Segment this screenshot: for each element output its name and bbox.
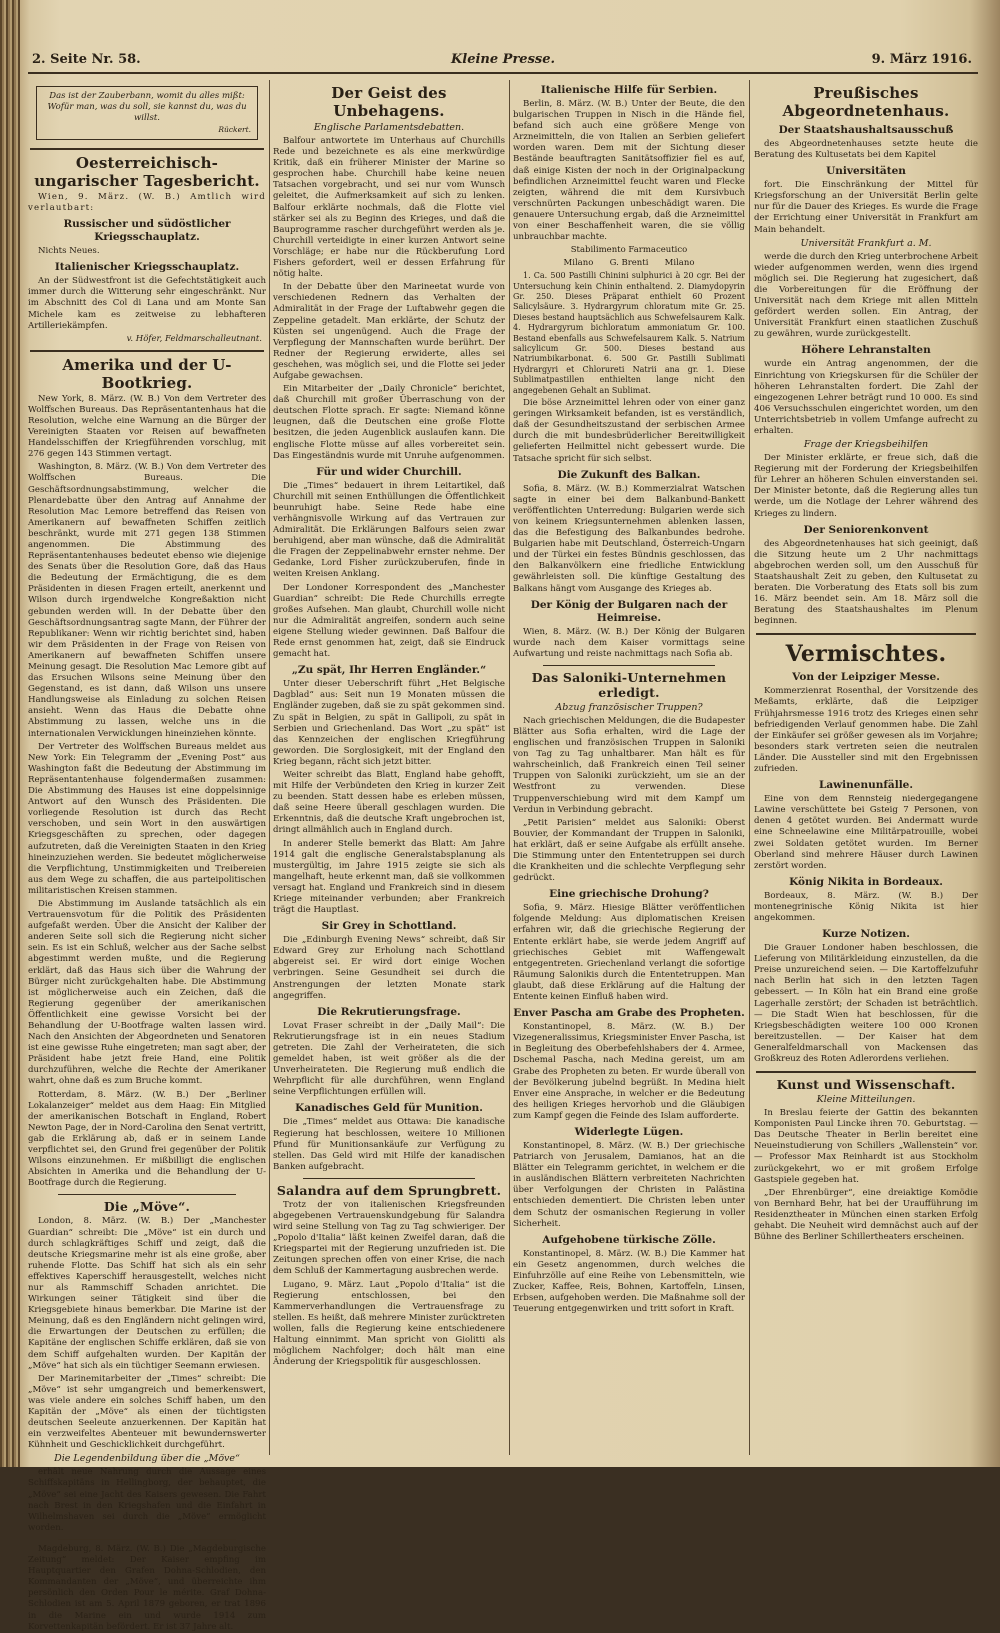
section-heading: Eine griechische Drohung? — [549, 888, 709, 901]
article-text: New York, 8. März. (W. B.) Von dem Vertreter des Wolffschen Bureaus. Das Repräsentantenhaus hat die Resolution, welche eine Warnung an die Bürger der Vereinigten Staaten vor Reisen auf bewaffneten Handelsschiffen der Kriegführenden vorschlug, mit 276 gegen 143 Stimmen vertagt. — [28, 393, 266, 460]
section-heading: Für und wider Churchill. — [316, 465, 462, 478]
book-binding-edge — [0, 0, 20, 1467]
article-text: Die „Times“ bedauert in ihrem Leitartikel, daß Churchill mit seinen Enthüllungen die Öffentlichkeit beunruhigt habe. Seine Rede habe eine verhängnisvolle Wirkung auf das Vertrauen zur Admiralität. Die Erklärungen Balfours seien zwar beruhigend, aber man wünsche, daß die Admiralität die Fragen der Zeppelinabwehr ernster nehme. Der Gedanke, Lord Fisher zurückzuberufen, finde in weiten Kreisen Anklang. — [273, 480, 505, 580]
article-text: Lugano, 9. März. Laut „Popolo d'Italia“ ist die Regierung entschlossen, bei den Kammerverhandlungen die Vertrauensfrage zu stellen. Es heißt, daß mehrere Minister zurücktreten wollen, falls die Regierung keine entschiedenere Haltung einnimmt. Man spricht von Giolitti als möglichem Nachfolger; doch hält man eine Änderung der Kriegspolitik für ausgeschlossen. — [273, 1279, 505, 1368]
motto-line: Wofür man, was du soll, sie kannst du, was du willst. — [47, 102, 247, 123]
column-rule — [269, 80, 270, 1455]
article-text: Eine von dem Rennsteig niedergegangene Lawine verschüttete bei Gsteig 7 Personen, von denen 4 getötet wurden. Bei Andermatt wurde eine Schneelawine eine Militärpatrouille, wobei zwei Soldaten getötet wurden. Im Berner Oberland sind mehrere Häuser durch Lawinen zerstört worden. — [754, 794, 978, 871]
section-heading: Widerlegte Lügen. — [574, 1125, 684, 1138]
divider — [30, 148, 264, 150]
section-heading: Kurze Notizen. — [822, 928, 910, 941]
label-city: Milano — [664, 258, 695, 269]
article-text: Der Minister erklärte, er freue sich, daß die Regierung mit der Forderung der Kriegsbeihilfen für Lehrer an höheren Schulen einverstanden sei. Der Minister betonte, daß die Regierung alles tun werde, um die Notlage der Lehrer während des Krieges zu lindern. — [754, 453, 978, 519]
section-heading: Der Seniorenkonvent — [803, 523, 929, 536]
article-text: Nach griechischen Meldungen, die die Budapester Blätter aus Sofia erhalten, wird die Lage der englischen und französischen Truppen in Saloniki von Tag zu Tag unhaltbarer. Man hält es für wahrscheinlich, daß Frankreich einen Teil seiner Truppen von Saloniki zurückzieht, um sie an der Westfront zu verwenden. Diese Truppenverschiebung wird mit dem Kampf um Verdun in Verbindung gebracht. — [513, 715, 745, 815]
article-text: Wien, 8. März. (W. B.) Der König der Bulgaren wurde nach dem Kaiser vormittags seine Aufwartung und reiste nachmittags nach Sofia ab. — [513, 626, 745, 659]
article-text: Trotz der von italienischen Kriegsfreunden abgegebenen Vertrauenskundgebung für Salandra wird seine Stellung von Tag zu Tag schwieriger. Der „Popolo d'Italia“ läßt keinen Zweifel daran, daß die Kriegspartei mit der Regierung unzufrieden ist. Die Zeitungen sprechen offen von einer Krise, die nach dem Schluß der Kammertagung ausbrechen werde. — [273, 1199, 505, 1277]
article-text: Washington, 8. März. (W. B.) Von dem Vertreter des Wolffschen Bureaus. Die Geschäftsordnungsabstimmung, welcher die Plenardebatte über den Antrag auf Annahme der Resolution Mac Lemore betreffend das Reisen von Amerikanern auf bewaffneten Schiffen zeitlich beschränkt, wurde mit 271 gegen 138 Stimmen angenommen. Die Abstimmung des Repräsentantenhauses bedeutet ebenso wie diejenige des Senats über die Resolution Gore, daß das Haus die Bedeutung der Ermächtigung, die es dem Präsidenten in diesen Fragen erteilt, anerkennt und Wilson durch irgendwelche Kongreßaktion nicht gebunden werden will. In der Debatte über den Geschäftsordnungsantrag sagte Mann, der Führer der Republikaner: Wenn wir richtig berichtet sind, haben wir dem Präsidenten in der Frage von Reisen von Amerikanern auf bewaffneten Schiffen unsere Meinung gesagt. Die Resolution Mac Lemore gibt auf das Ersuchen Wilsons seine Meinung über den Gegenstand, es ist dann, daß Wilson uns unsere Handlungsweise als Einladung zu solchen Reisen ansieht. Wenn das Haus die Debatte ohne Abstimmung zu lassen, welche uns in die internationalen Verwicklungen hineinziehen könnte. — [28, 462, 266, 739]
article-text: An der Südwestfront ist die Gefechtstätigkeit auch immer durch die Witterung sehr eingeschränkt. Nur im Abschnitt des Col di Lana und am Monte San Michele kam es zeitweise zu lebhafteren Artilleriekämpfen. — [28, 276, 266, 331]
column-4 — [754, 80, 978, 1455]
section-heading: Die Rekrutierungsfrage. — [317, 1005, 461, 1018]
article-heading: Amerika und der U-Bootkrieg. — [62, 355, 232, 392]
signature: v. Höfer, Feldmarschalleutnant. — [126, 333, 262, 344]
section-heading: Aufgehobene türkische Zölle. — [542, 1233, 716, 1246]
subheading: Kleine Mitteilungen. — [816, 1094, 916, 1106]
subheading: Englische Parlamentsdebatten. — [313, 122, 465, 133]
subheading: Frage der Kriegsbeihilfen — [803, 439, 929, 451]
article-text: Konstantinopel, 8. März. (W. B.) Der Vizegeneralissimus, Kriegsminister Enver Pascha, ist in Begleitung des Oberbefehlshabers der 4. Armee, Dschemal Pascha, nach Medina gereist, um am Grabe des Propheten zu beten. Er wurde überall von der Bevölkerung jubelnd begrüßt. In Medina hielt Enver eine Ansprache, in welcher er die Bedeutung des heiligen Krieges hervorhob und die Gläubigen zum Kampf gegen die Feinde des Islam aufforderte. — [513, 1022, 745, 1121]
divider — [30, 350, 264, 352]
section-heading: Kanadisches Geld für Munition. — [295, 1102, 483, 1115]
article-text: Ein Mitarbeiter der „Daily Chronicle“ berichtet, daß Churchill mit großer Überraschung von der deutschen Flotte sprach. Er sagte: Niemand könne leugnen, daß die Deutschen eine große Flotte besitzen, die jeden Augenblick auslaufen kann. Die englische Flotte müsse auf alles vorbereitet sein. Das Eingeständnis wurde mit Unruhe aufgenommen. — [273, 384, 505, 461]
article-text: Sofia, 8. März. (W. B.) Kommerzialrat Watschen sagte in einer bei dem Balkanbund-Bankett veröffentlichten Unterredung: Bulgarien werde sich von keinem Kriegsunternehmen ablenken lassen, das die Befestigung des Balkanbundes bedrohe. Bulgarien habe mit Deutschland, Österreich-Ungarn und der Türkei ein festes Bündnis geschlossen, das den Balkanvölkern eine friedliche Entwicklung gewährleisten soll. Die künftige Gestaltung des Balkans hängt vom Ausgange des Krieges ab. — [513, 483, 745, 594]
article-text: In Breslau feierte der Gattin des bekannten Komponisten Paul Lincke ihren 70. Geburtstag. — Das Deutsche Theater in Berlin bereitet eine Neueinstudierung von Schillers „Wallenstein“ vor. — Professor Max Reinhardt ist aus Stockholm zurückgekehrt, wo er mit großem Erfolge Gastspiele gegeben hat. — [754, 1108, 978, 1185]
subheading: Universität Frankfurt a. M. — [800, 237, 932, 249]
section-heading: Universitäten — [826, 165, 906, 178]
column-rule — [749, 80, 750, 1455]
column-2 — [273, 80, 505, 1455]
article-text: Der Marinemitarbeiter der „Times“ schreibt: Die „Möve“ ist sehr umgangreich und bemerkenswert, was viele andere ein solches Schiff haben, um den Kapitän der „Möve“ als einen der tüchtigsten deutschen Seeleute anzuerkennen. Der Kapitän hat ein verzweifeltes Abenteuer mit bewundernswerter Kühnheit und Geschicklichkeit durchgeführt. — [28, 1373, 266, 1451]
section-heading: Enver Pascha am Grabe des Propheten. — [513, 1007, 745, 1020]
article-text: Balfour antwortete im Unterhaus auf Churchills Rede und bezeichnete es als eine merkwürdige Kritik, daß ein früherer Minister der Marine so gesprochen habe. Churchill habe keine neuen Tatsachen vorgebracht, und sei nur vom Wunsch geleitet, die Aufmerksamkeit auf sich zu lenken. Balfour erklärte nochmals, daß die Flotte viel stärker sei als zu Beginn des Krieges, und daß die Bauprogramme rascher durchgeführt werden als je. Churchill verteidigte in einer kurzen Antwort seine Vorschläge; er habe nur die Rückberufung Lord Fishers gefordert, weil er dessen Erfahrung für nötig halte. — [273, 136, 505, 280]
section-heading: König Nikita in Bordeaux. — [789, 875, 943, 888]
section-heading: Der König der Bulgaren nach der Heimreise. — [530, 598, 728, 624]
section-heading: Sir Grey in Schottland. — [321, 920, 457, 933]
article-heading: Die „Möve“. — [103, 1199, 191, 1215]
article-text: „Petit Parisien“ meldet aus Saloniki: Oberst Bouvier, der Kommandant der Truppen in Saloniki, hat erklärt, daß er seine Aufgabe als erfüllt ansehe. Die Stimmung unter den Ententetruppen sei durch die Krankheiten und die schlechte Verpflegung sehr gedrückt. — [513, 817, 745, 884]
divider — [543, 665, 715, 666]
article-text: Magdeburg, 8. März. (W. B.) Die „Magdeburgische Zeitung“ meldet: Der Kaiser empfing im Hauptquartier den Grafen Dohna-Schlodien, den Kommandanten der „Möve“, und überreichte ihm persönlich den Orden Pour le mérite. Graf Dohna-Schlodien ist am 5. April 1879 geboren, er trat 1896 in die Marine ein und wurde 1914 zum Korvettenkapitän befördert. Er ist 37 Jahre alt. — [28, 1543, 266, 1632]
article-text: Der Londoner Korrespondent des „Manchester Guardian“ schreibt: Die Rede Churchills erregte großes Aufsehen. Man glaubt, Churchill wolle nicht nur die Admiralität angreifen, sondern auch seine eigene Stellung wieder gewinnen. Daß Balfour die Rede ernst genommen hat, zeigt, daß sie Eindruck gemacht hat. — [273, 582, 505, 660]
page-number: 2. Seite Nr. 58. — [32, 52, 141, 67]
section-heading: Lawinenunfälle. — [818, 779, 914, 792]
section-heading: „Zu spät, Ihr Herren Engländer.“ — [291, 664, 487, 677]
section-title: Vermischtes. — [785, 641, 947, 668]
article-text: Die böse Arzneimittel lehren oder von einer ganz geringen Wirksamkeit befanden, ist es verständlich, daß der Gesundheitszustand der serbischen Armee durch die mit bundesbrüderlicher Bereitwilligkeit gelieferten Heilmittel nicht gebessert wurde. Die Tatsache spricht für sich selbst. — [513, 398, 745, 464]
subheading: Abzug französischer Truppen? — [555, 701, 703, 713]
divider — [303, 1178, 475, 1179]
article-text: London, 8. März. (W. B.) Der „Manchester Guardian“ schreibt: Die „Möve“ ist ein durch und durch schlagkräftiges Schiff und zeigt, daß die deutsche Kriegsmarine mehr ist als eine große, aber ruhende Flotte. Das Schiff hat sich als ein sehr effektives Kaperschiff herausgestellt, welches nicht nur als Rammschiff Schaden anrichtet. Die Wirkungen seiner Tätigkeit sind über die Kriegsgebiete hinaus bemerkbar. Die Marine ist der Meinung, daß es den Engländern nicht gelingen wird, die Erwartungen der Deutschen zu erfüllen; die Kapitäne der englischen Schiffe erklären, daß sie von dem Schiff aufgehalten wurden. Der Kapitän der „Möve“ hat sich als ein tüchtiger Seemann erwiesen. — [28, 1216, 266, 1371]
label-city: Milano — [563, 258, 594, 269]
newspaper-title: Kleine Presse. — [450, 52, 556, 67]
column-3 — [513, 80, 745, 1455]
article-text: werde die durch den Krieg unterbrochene Arbeit wieder aufgenommen werden, wenn dies irgend möglich sei. Die Regierung hat zugesichert, daß die Vorbereitungen für die Eröffnung der Universität nach dem Kriege mit allen Mitteln gefördert werden sollen. Ein Antrag, der Universität Frankfurt einen staatlichen Zuschuß zu gewähren, wurde zurückgestellt. — [754, 251, 978, 340]
newspaper-page — [28, 50, 978, 1632]
article-text: 1. Ca. 500 Pastilli Chinini sulphurici à 20 cgr. Bei der Untersuchung kein Chinin enthaltend. 2. Diamydopyrin Gr. 250. Dieses Präparat enthielt 60 Prozent Salicylsäure. 3. Hydrargyrum chloratum mite Gr. 25. Dieses bestand hauptsächlich aus Schwefelsaurem Kalk. 4. Hydrargyrum bichloratum ammoniatum Gr. 100. Bestand ebenfalls aus Schwefelsaurem Kalk. 5. Natrium salicylicum Gr. 500. Dieses bestand aus Natriumbikarbonat. 6. 500 Gr. Pastilli Sublimati Hydrargyri et Chlorureti Natrii ana gr. 1. Diese Sublimatpastillen enthielten lange nicht den angegebenen Gehalt an Sublimat. — [513, 271, 745, 395]
label-row — [513, 258, 745, 269]
page-header — [28, 50, 978, 74]
article-heading: Der Geist des Unbehagens. — [331, 84, 447, 120]
article-text: Die Grauer Londoner haben beschlossen, die Lieferung von Militärkleidung einzustellen, da die Preise unzureichend seien. — Die Kartoffelzufuhr nach Berlin hat sich in den letzten Tagen gebessert. — In Köln hat ein Brand eine große Lagerhalle zerstört; der Schaden ist beträchtlich. — Die Stadt Wien hat beschlossen, für die Kriegsbeschädigten weitere 100 000 Kronen bereitzustellen. — Der Kaiser hat dem Generalfeldmarschall von Mackensen das Großkreuz des Roten Adlerordens verliehen. — [754, 943, 978, 1064]
label-heading: Stabilimento Farmaceutico — [570, 245, 688, 256]
motto-box — [36, 86, 258, 140]
article-text: Bordeaux, 8. März. (W. B.) Der montenegrinische König Nikita ist hier angekommen. — [754, 890, 978, 923]
section-heading: Italienischer Kriegsschauplatz. — [54, 261, 240, 274]
article-text: wurde ein Antrag angenommen, der die Einrichtung von Kriegskursen für die Schüler der höheren Lehranstalten fordert. Die Zahl der eingezogenen Lehrer beträgt rund 10 000. Es sind 406 Versuchsschulen eingerichtet worden, um den Unterrichtsbetrieb in vollem Umfange aufrecht zu erhalten. — [754, 359, 978, 436]
article-text: fort. Die Einschränkung der Mittel für Kriegsforschung an der Universität Berlin gelte nur für die Dauer des Krieges. Es wurde die Frage der Errichtung einer Universität in Frankfurt am Main behandelt. — [754, 180, 978, 235]
divider — [756, 633, 976, 635]
section-heading: Von der Leipziger Messe. — [792, 671, 940, 684]
article-text: Rotterdam, 8. März. (W. B.) Der „Berliner Lokalanzeiger“ meldet aus dem Haag: Ein Mitglied der amerikanischen Botschaft in England, Robert Newton Page, der in Nord-Carolina den Senat vertritt, gab die Erklärung ab, daß er in seinem Lande verpflichtet sei, den Grund frei gegenüber der Politik Wilsons einzunehmen. Er mißbilligt die englischen Absichten in Amerika und die Behandlung der U-Bootfrage durch die Regierung. — [28, 1089, 266, 1189]
article-text: Lovat Fraser schreibt in der „Daily Mail“: Die Rekrutierungsfrage ist in ein neues Stadium getreten. Die Zahl der Verheirateten, die sich gemeldet haben, ist weit größer als die der Unverheirateten. Die Regierung muß endlich die Wehrpflicht für alle durchführen, wenn England seine Verpflichtungen erfüllen will. — [273, 1020, 505, 1098]
column-1 — [28, 80, 266, 1632]
article-text: „Der Ehrenbürger“, eine dreiaktige Komödie von Bernhard Behr, hat bei der Uraufführung im Residenztheater in München einen starken Erfolg gehabt. Die Neuheit wird demnächst auch auf der Bühne des Berliner Schillertheaters erscheinen. — [754, 1187, 978, 1243]
label-name: G. Brenti — [609, 258, 649, 269]
section-heading: Höhere Lehranstalten — [801, 344, 931, 357]
dateline: Wien, 9. März. (W. B.) Amtlich wird verlautbart: — [28, 192, 266, 214]
article-heading: Salandra auf dem Sprungbrett. — [276, 1182, 502, 1198]
article-text: Weiter schreibt das Blatt, England habe gehofft, mit Hilfe der Verbündeten den Krieg in kurzer Zeit zu beenden. Statt dessen habe es erleben müssen, daß seine Heere überall geschlagen wurden. Die Erkenntnis, daß die deutsche Kraft ungebrochen ist, dringt allmählich auch in England durch. — [273, 769, 505, 836]
subheading: Die Legendenbildung über die „Möve“ — [54, 1453, 240, 1465]
article-text: In anderer Stelle bemerkt das Blatt: Am Jahre 1914 galt die englische Generalstabsplanung als mustergültig, im Jahre 1915 zeigte sie sich als mangelhaft, heute erkennt man, daß sie vollkommen versagt hat. England und Frankreich sind in diesem Kriege miteinander verbunden; aber Frankreich trägt die Hauptlast. — [273, 838, 505, 916]
issue-date: 9. März 1916. — [871, 52, 972, 67]
article-text: Berlin, 8. März. (W. B.) Unter der Beute, die den bulgarischen Truppen in Nisch in die Hände fiel, befand sich auch eine größere Menge von Arzneimitteln, die von Italien an Serbien geliefert worden waren. Dem mit der Sichtung dieser Bestände beauftragten Sanitätsoffizier fiel es auf, daß einige Kisten der noch in der Originalpackung befindlichen Arzneimittel feucht waren und Flecke zeigten, während die mit dem Kursivbuch verschnürten Packungen unbeschädigt waren. Die genauere Untersuchung ergab, daß die Arzneimittel von einer Beschaffenheit waren, die sie völlig unbrauchbar machte. — [513, 99, 745, 243]
article-text: Konstantinopel, 8. März. (W. B.) Der griechische Patriarch von Jerusalem, Damianos, hat an die Blätter ein Telegramm gerichtet, in welchem er die in ausländischen Blättern verbreiteten Nachrichten über Verfolgungen der Christen in Palästina entschieden dementiert. Die Christen leben unter dem Schutz der osmanischen Regierung in voller Sicherheit. — [513, 1140, 745, 1229]
section-heading: Der Staatshaushaltsausschuß — [778, 124, 954, 136]
article-text: Kommerzienrat Rosenthal, der Vorsitzende des Meßamts, erklärte, daß die Leipziger Frühjahrsmesse 1916 trotz des Krieges einen sehr befriedigenden Verlauf genommen habe. Die Zahl der Einkäufer sei größer gewesen als im Vorjahre; besonders stark vertreten seien die neutralen Länder. Die Aussteller sind mit den Ergebnissen zufrieden. — [754, 686, 978, 775]
article-text: In der Debatte über den Marineetat wurde von verschiedenen Rednern das Verhalten der Admiralität in der Frage der Luftabwehr gegen die Zeppeline getadelt. Man erklärte, der Schutz der Küsten sei ungenügend. Auch die Frage der Verpflegung der Mannschaften wurde berührt. Der Redner der Regierung erwiderte, alles sei geschehen, was möglich sei, und die Flotte sei jeder Aufgabe gewachsen. — [273, 282, 505, 381]
article-text: Unter dieser Ueberschrift führt „Het Belgische Dagblad“ aus: Seit nun 19 Monaten müssen die Engländer zugeben, daß sie zu spät gekommen sind. Zu spät in Belgien, zu spät in Gallipoli, zu spät in Serbien und Griechenland. Das Wort „zu spät“ ist das Kennzeichen der englischen Kriegführung geworden. Die Sorglosigkeit, mit der England den Krieg begann, rächt sich jetzt bitter. — [273, 679, 505, 767]
article-heading: Preußisches Abgeordnetenhaus. — [782, 84, 950, 120]
article-text: Sofia, 9. März. Hiesige Blätter veröffentlichen folgende Meldung: Aus diplomatischen Kreisen erfahren wir, daß die griechische Regierung der Entente erklärt habe, sie werde jedem Angriff auf griechisches Gebiet mit Waffengewalt entgegentreten. Griechenland verlangt die sofortige Räumung Salonikis durch die Ententetruppen. Man glaubt, daß diese Erklärung auf die Haltung der Entente keinen Einfluß haben wird. — [513, 903, 745, 1003]
article-text: des Abgeordnetenhauses hat sich geeinigt, daß die Sitzung heute um 2 Uhr nachmittags abgebrochen werden soll, um den Ausschuß für Staatshaushalt Zeit zu geben, den Kultusetat zu beraten. Die Vorberatung des Etats soll bis zum 16. März beendet sein. Am 18. März soll die Beratung des Staatshaushaltes im Plenum beginnen. — [754, 538, 978, 627]
article-heading: Kunst und Wissenschaft. — [776, 1077, 956, 1093]
article-text: Konstantinopel, 8. März. (W. B.) Die Kammer hat ein Gesetz angenommen, durch welches die Einfuhrzölle auf eine Reihe von Lebensmitteln, wie Zucker, Kaffee, Reis, Bohnen, Kartoffeln, Linsen, Erbsen, aufgehoben werden. Die Maßnahme soll der Teuerung entgegenwirken und tritt sofort in Kraft. — [513, 1248, 745, 1315]
article-heading: Das Saloniki-Unternehmen erledigt. — [531, 669, 727, 700]
article-text: Die „Edinburgh Evening News“ schreibt, daß Sir Edward Grey zur Erholung nach Schottland abgereist sei. Er wird dort einige Wochen verbringen. Seine Gesundheit sei durch die Anstrengungen der letzten Monate stark angegriffen. — [273, 935, 505, 1001]
section-heading: Die Zukunft des Balkan. — [557, 468, 701, 481]
article-text: Die Abstimmung im Auslande tatsächlich als ein Vertrauensvotum für die Politik des Präsidenten aufgefaßt werden. Über die Ansicht der Kaliber der anderen Seite soll sich die Regierung nicht sicher sein. Es ist ein Schluß, welcher aus der Sache selbst abgestimmt werden mußte, und die Regierung erklärt, daß das Haus sich über die Wahrung der Bürger nicht zurückgehalten habe. Die Abstimmung ist möglicherweise auch ein Zeichen, daß die Regierung gegenüber der amerikanischen Öffentlichkeit eine gewisse Vorsicht bei der Behandlung der U-Bootfrage walten lassen wird. Nach den Ansichten der Abgeordneten und Senatoren ist eine gewisse Ruhe eingetreten; man sagt aber, der Präsident habe jetzt freie Hand, eine Politik durchzuführen, welche die Rechte der Amerikaner wahrt, ohne daß es zum Bruche kommt. — [28, 898, 266, 1087]
motto-line: Das ist der Zauberbann, womit du alles mißt: — [49, 91, 245, 101]
article-text: des Abgeordnetenhauses setzte heute die Beratung des Kultusetats bei dem Kapitel — [754, 139, 978, 161]
article-heading: Oesterreichisch-ungarischer Tagesbericht. — [34, 154, 260, 190]
column-rule — [509, 80, 510, 1455]
article-text: erhält neue Nahrung durch die Aussage eines Schiffskapitäns in Hellingborg, der behauptet, die „Möve“ sei eine Jacht des Kaisers gewesen. Die Fahrt nach Brest in den Kriegshafen und die Einfahrt in Wilhelmshaven sei durch die „Möve“ ermöglicht worden. — [28, 1467, 266, 1533]
article-text: Der Vertreter des Wolffschen Bureaus meldet aus New York: Ein Telegramm der „Evening Post“ aus Washington faßt die Bedeutung der Abstimmung im Repräsentantenhause folgendermaßen zusammen: Die Abstimmung des Hauses ist eine doppelsinnige Antwort auf den Wunsch des Präsidenten. Die vorliegende Resolution ist durch das Recht verschoben, und sein Wort in den auswärtigen Kriegsgeschäften zu sprechen, oder dagegen aufzutreten, daß die Vereinigten Staaten in den Krieg hineinzuziehen werden. Sie bedeutet möglicherweise die Verpflichtung, Unstimmigkeiten und Treibereien aus dem Wege zu schaffen, die aus parteipolitischen militaristischen Kreisen stammen. — [28, 741, 266, 896]
section-heading: Italienische Hilfe für Serbien. — [540, 84, 718, 96]
article-text: Nichts Neues. — [38, 246, 100, 257]
article-text: Die „Times“ meldet aus Ottawa: Die kanadische Regierung hat beschlossen, weitere 10 Millionen Pfund für Munitionsankäufe zur Verfügung zu stellen. Das Geld wird mit Hilfe der kanadischen Banken aufgebracht. — [273, 1117, 505, 1172]
divider — [58, 1194, 236, 1195]
motto-attribution: Rückert. — [218, 125, 251, 134]
divider — [756, 1071, 976, 1073]
section-heading: Russischer und südöstlicher Kriegsschauplatz. — [63, 218, 231, 244]
divider — [58, 1539, 236, 1540]
